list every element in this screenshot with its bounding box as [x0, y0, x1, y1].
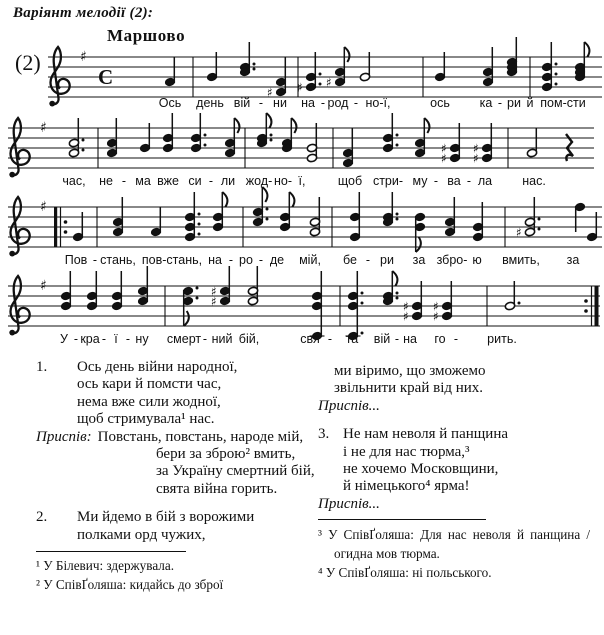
note-event: [383, 271, 399, 306]
tempo-marking: Маршово: [107, 26, 186, 45]
footnote-rule-right: [318, 519, 486, 520]
verse-line: [36, 446, 304, 463]
augmentation-dot: [82, 149, 85, 152]
note-event: [383, 192, 399, 227]
sharp-accidental-icon: ♯: [326, 75, 332, 90]
footnotes-right: [318, 525, 590, 582]
lyric-syllable: на: [208, 253, 222, 267]
augmentation-dot: [253, 68, 256, 71]
note-event: [282, 118, 297, 153]
eighth-flag-icon: [262, 187, 267, 202]
lyric-syllable: ю: [472, 253, 482, 267]
sharp-accidental-icon: ♯: [473, 151, 479, 166]
note-event: [211, 266, 230, 309]
lyric-syllable: вій: [373, 332, 391, 346]
verse-text: ось кари й помсти час,: [77, 376, 222, 393]
system-number-label: (2): [15, 50, 41, 75]
verse-line: [36, 463, 315, 480]
footnote-line: огидна мов тюрма.: [334, 546, 440, 561]
verse-number: 1.: [36, 359, 48, 375]
augmentation-dot: [396, 292, 399, 295]
augmentation-dot: [319, 73, 322, 76]
note-event: [441, 123, 460, 166]
lyric-syllable: ни: [273, 96, 287, 110]
sharp-accidental-icon: ♯: [297, 80, 303, 95]
augmentation-dot: [319, 83, 322, 86]
augmentation-dot: [396, 297, 399, 300]
note-event: [112, 271, 123, 311]
lyric-syllable: -: [466, 174, 472, 188]
lyric-syllable: щоб: [337, 174, 363, 188]
augmentation-dot: [518, 302, 521, 305]
lyric-syllable: ро: [239, 253, 253, 267]
verse-number: 2.: [36, 509, 48, 526]
verse-line: [318, 426, 592, 443]
lyric-syllable: го: [434, 332, 446, 346]
eighth-flag-icon: [416, 237, 421, 252]
lyric-syllable: нас.: [522, 174, 546, 188]
augmentation-dot: [266, 218, 269, 221]
note-event: [213, 192, 228, 232]
verse-text: за Україну смертний бій,: [156, 463, 315, 480]
time-signature-common: C: [98, 65, 114, 89]
footnote-line: ³ У СпівҐоляша: Для нас неволя й панщина /: [318, 527, 590, 542]
footnote-rule-left: [36, 551, 186, 552]
verse-text: не хочемо Московщини,: [343, 461, 499, 478]
lyric-syllable: -: [92, 253, 98, 267]
note-event: [383, 113, 399, 153]
verse-text: свята війна горить.: [156, 480, 278, 497]
verse-text: Не нам неволя й панщина: [343, 426, 509, 443]
verse-text: бери за зброю² вмить,: [156, 446, 296, 463]
lyric-syllable: -: [228, 253, 234, 267]
verse-line: [36, 376, 304, 393]
key-signature-sharp-icon: ♯: [40, 120, 47, 136]
eighth-flag-icon: [184, 311, 189, 326]
sharp-accidental-icon: ♯: [267, 85, 273, 100]
note-event: [575, 42, 590, 82]
lyric-syllable: де: [269, 253, 285, 267]
lyric-syllable: ма: [135, 174, 151, 188]
lyric-syllable: си: [188, 174, 202, 188]
open-notehead: [248, 296, 259, 305]
footnote-line: ⁴ У СпівҐоляша: ні польського.: [318, 565, 492, 580]
lyric-syllable: -: [320, 96, 326, 110]
verse-gap: [36, 498, 304, 509]
lyric-syllable: -: [208, 174, 214, 188]
note-event: [403, 281, 422, 324]
lyric-syllable: ва: [447, 174, 461, 188]
lyric-syllable: жод-: [245, 174, 273, 188]
lyric-syllable: ось: [430, 96, 450, 110]
verse-line: [318, 496, 592, 513]
eighth-flag-icon: [289, 192, 294, 207]
note-event: [191, 113, 207, 153]
footnote-line: ¹ У Білевич: здержувала.: [36, 558, 175, 573]
note-event: [415, 212, 426, 252]
chorus-label: Приспів...: [318, 397, 380, 414]
verse-line: [36, 481, 304, 498]
verse-line: [36, 359, 304, 376]
eighth-flag-icon: [424, 118, 429, 133]
note-event: [87, 271, 98, 311]
lyric-syllable: ний: [211, 332, 233, 346]
sharp-accidental-icon: ♯: [473, 141, 479, 156]
augmentation-dot: [555, 63, 558, 66]
verse-text: ми віримо, що зможемо: [334, 363, 486, 379]
lyric-syllable: й: [526, 96, 534, 110]
augmentation-dot: [198, 233, 201, 236]
sharp-accidental-icon: ♯: [403, 299, 409, 314]
lyric-syllable: вмить,: [502, 253, 540, 267]
lyric-syllable: но-: [273, 174, 293, 188]
lyric-syllable: кра: [80, 332, 100, 346]
lyric-syllable: -: [73, 332, 79, 346]
note-event: [267, 57, 286, 100]
note-event: [163, 113, 174, 153]
verse-line: [318, 398, 592, 415]
note-event: [473, 202, 484, 242]
lyric-syllable: пов-стань,: [141, 253, 203, 267]
lyric-syllable: но-ї,: [365, 96, 391, 110]
eighth-flag-icon: [344, 47, 349, 62]
note-event: [516, 197, 541, 240]
lyric-syllable: бе: [343, 253, 357, 267]
open-notehead: [505, 301, 516, 310]
lyric-syllable: -: [394, 332, 400, 346]
lyric-syllable: -: [202, 332, 208, 346]
lyric-syllable: ка: [479, 96, 493, 110]
lyric-syllable: ри: [507, 96, 521, 110]
sharp-accidental-icon: ♯: [441, 151, 447, 166]
verse-column-right: [318, 363, 592, 513]
footnote-line: ² У СпівҐоляша: кидайсь до зброї: [36, 577, 224, 592]
lyric-syllable: за: [566, 253, 580, 267]
note-event: [433, 281, 452, 324]
lyric-syllable: ї: [114, 332, 118, 346]
lyric-syllable: за: [412, 253, 426, 267]
lyric-syllable: мій,: [299, 253, 321, 267]
verse-text: полками орд чужих,: [77, 526, 206, 543]
augmentation-dot: [396, 144, 399, 147]
sharp-accidental-icon: ♯: [433, 309, 439, 324]
verse-text: Ось день війни народної,: [77, 359, 238, 375]
lyric-syllable: -: [258, 96, 264, 110]
augmentation-dot: [361, 332, 364, 335]
augmentation-dot: [396, 213, 399, 216]
augmentation-dot: [396, 218, 399, 221]
verse-line: [36, 509, 304, 526]
eighth-flag-icon: [234, 118, 239, 133]
open-notehead: [310, 227, 321, 236]
eighth-flag-icon: [584, 42, 589, 57]
key-signature-sharp-icon: ♯: [80, 49, 87, 65]
augmentation-dot: [396, 134, 399, 137]
note-event: [307, 123, 318, 163]
lyric-syllable: день: [196, 96, 224, 110]
eighth-flag-icon: [392, 271, 397, 286]
lyric-syllable: не: [99, 174, 113, 188]
verse-line: [36, 429, 304, 446]
lyric-syllable: -: [433, 174, 439, 188]
variant-caption: Варіянт мелодії (2):: [13, 5, 154, 21]
lyric-syllable: ри: [380, 253, 394, 267]
augmentation-dot: [270, 134, 273, 137]
lyric-syllable: збро-: [436, 253, 468, 267]
key-signature-sharp-icon: ♯: [40, 199, 47, 215]
verse-line: [318, 478, 592, 495]
augmentation-dot: [270, 139, 273, 142]
lyric-syllable: бій,: [238, 332, 260, 346]
lyric-syllable: -: [125, 332, 131, 346]
open-notehead: [525, 227, 536, 236]
augmentation-dot: [198, 223, 201, 226]
verse-text: звільнити край від них.: [334, 380, 484, 397]
lyric-syllable: -: [453, 332, 459, 346]
lyric-syllable: на: [403, 332, 417, 346]
verse-column-left: [36, 359, 315, 544]
lyric-syllable: рить.: [487, 332, 517, 346]
augmentation-dot: [196, 287, 199, 290]
lyric-syllable: ла: [477, 174, 493, 188]
lyric-syllable: род: [327, 96, 349, 110]
augmentation-dot: [538, 228, 541, 231]
lyric-syllable: -: [365, 253, 371, 267]
lyric-syllable: -: [258, 253, 264, 267]
eighth-flag-icon: [222, 192, 227, 207]
verse-line: [36, 527, 304, 544]
augmentation-dot: [204, 144, 207, 147]
lyric-syllable: -: [353, 96, 359, 110]
augmentation-dot: [361, 292, 364, 295]
note-event: [527, 128, 538, 158]
note-event: [165, 57, 176, 87]
augmentation-dot: [266, 208, 269, 211]
eighth-flag-icon: [291, 118, 296, 133]
augmentation-dot: [361, 302, 364, 305]
note-event: [297, 52, 322, 95]
lyric-syllable: Ось: [158, 96, 182, 110]
open-notehead: [307, 153, 318, 162]
verse-line: [318, 444, 592, 461]
sharp-accidental-icon: ♯: [441, 141, 447, 156]
lyric-syllable: ну: [135, 332, 149, 346]
note-event: [280, 192, 295, 232]
augmentation-dot: [555, 73, 558, 76]
augmentation-dot: [538, 218, 541, 221]
sharp-accidental-icon: ♯: [211, 294, 217, 309]
lyric-syllable: стри-: [372, 174, 404, 188]
lyric-syllable: на: [301, 96, 315, 110]
lyric-syllable: ї,: [298, 174, 306, 188]
key-signature-sharp-icon: ♯: [40, 278, 47, 294]
chorus-label: Приспів:: [36, 428, 92, 445]
sharp-accidental-icon: ♯: [433, 299, 439, 314]
augmentation-dot: [198, 213, 201, 216]
lyric-syllable: -: [327, 332, 333, 346]
verse-text: Ми йдемо в бій з ворожими: [77, 509, 255, 526]
verse-line: [36, 394, 304, 411]
lyric-syllable: -: [121, 174, 127, 188]
lyric-syllable: та: [345, 332, 359, 346]
verse-text: і не для нас тюрма,³: [343, 443, 470, 460]
footnotes-left: [36, 556, 286, 594]
lyric-syllable: вій: [233, 96, 251, 110]
augmentation-dot: [196, 297, 199, 300]
note-event: [257, 113, 273, 148]
verse-text: щоб стримувала¹ нас.: [77, 411, 215, 428]
lyric-syllable: смерт: [166, 332, 202, 346]
sharp-accidental-icon: ♯: [211, 284, 217, 299]
verse-text: Повстань, повстань, народе мій,: [97, 428, 304, 445]
open-notehead: [69, 148, 80, 157]
note-event: [473, 123, 492, 166]
note-event: [326, 47, 349, 90]
lyric-syllable: стань,: [100, 253, 136, 267]
open-notehead: [527, 148, 538, 157]
lyric-syllable: свя: [300, 332, 320, 346]
lyric-syllable: ли: [220, 174, 236, 188]
verse-number: 3.: [318, 426, 330, 443]
augmentation-dot: [555, 83, 558, 86]
augmentation-dot: [82, 139, 85, 142]
lyric-syllable: Пов: [64, 253, 88, 267]
lyric-syllable: час,: [62, 174, 86, 188]
verse-line: [36, 411, 304, 428]
lyric-syllable: вже: [157, 174, 179, 188]
verse-text: й німецького⁴ ярма!: [343, 478, 470, 495]
lyric-syllable: му: [412, 174, 428, 188]
note-event: [350, 192, 361, 242]
note-event: [240, 42, 256, 77]
augmentation-dot: [204, 134, 207, 137]
verse-line: [318, 380, 592, 397]
chorus-label: Приспів...: [318, 495, 380, 512]
verse-line: [318, 363, 592, 380]
sharp-accidental-icon: ♯: [516, 225, 522, 240]
augmentation-dot: [253, 63, 256, 66]
verse-gap: [318, 415, 592, 426]
verse-text: нема вже сили жодної,: [77, 393, 221, 410]
lyric-syllable: -: [497, 96, 503, 110]
eighth-flag-icon: [266, 113, 271, 128]
note-event: [61, 271, 72, 311]
note-event: [151, 207, 162, 237]
open-notehead: [360, 72, 371, 81]
lyric-syllable: У: [60, 332, 68, 346]
verse-line: [318, 461, 592, 478]
sharp-accidental-icon: ♯: [403, 309, 409, 324]
lyric-syllable: пом-сти: [540, 96, 586, 110]
lyric-syllable: -: [101, 332, 107, 346]
